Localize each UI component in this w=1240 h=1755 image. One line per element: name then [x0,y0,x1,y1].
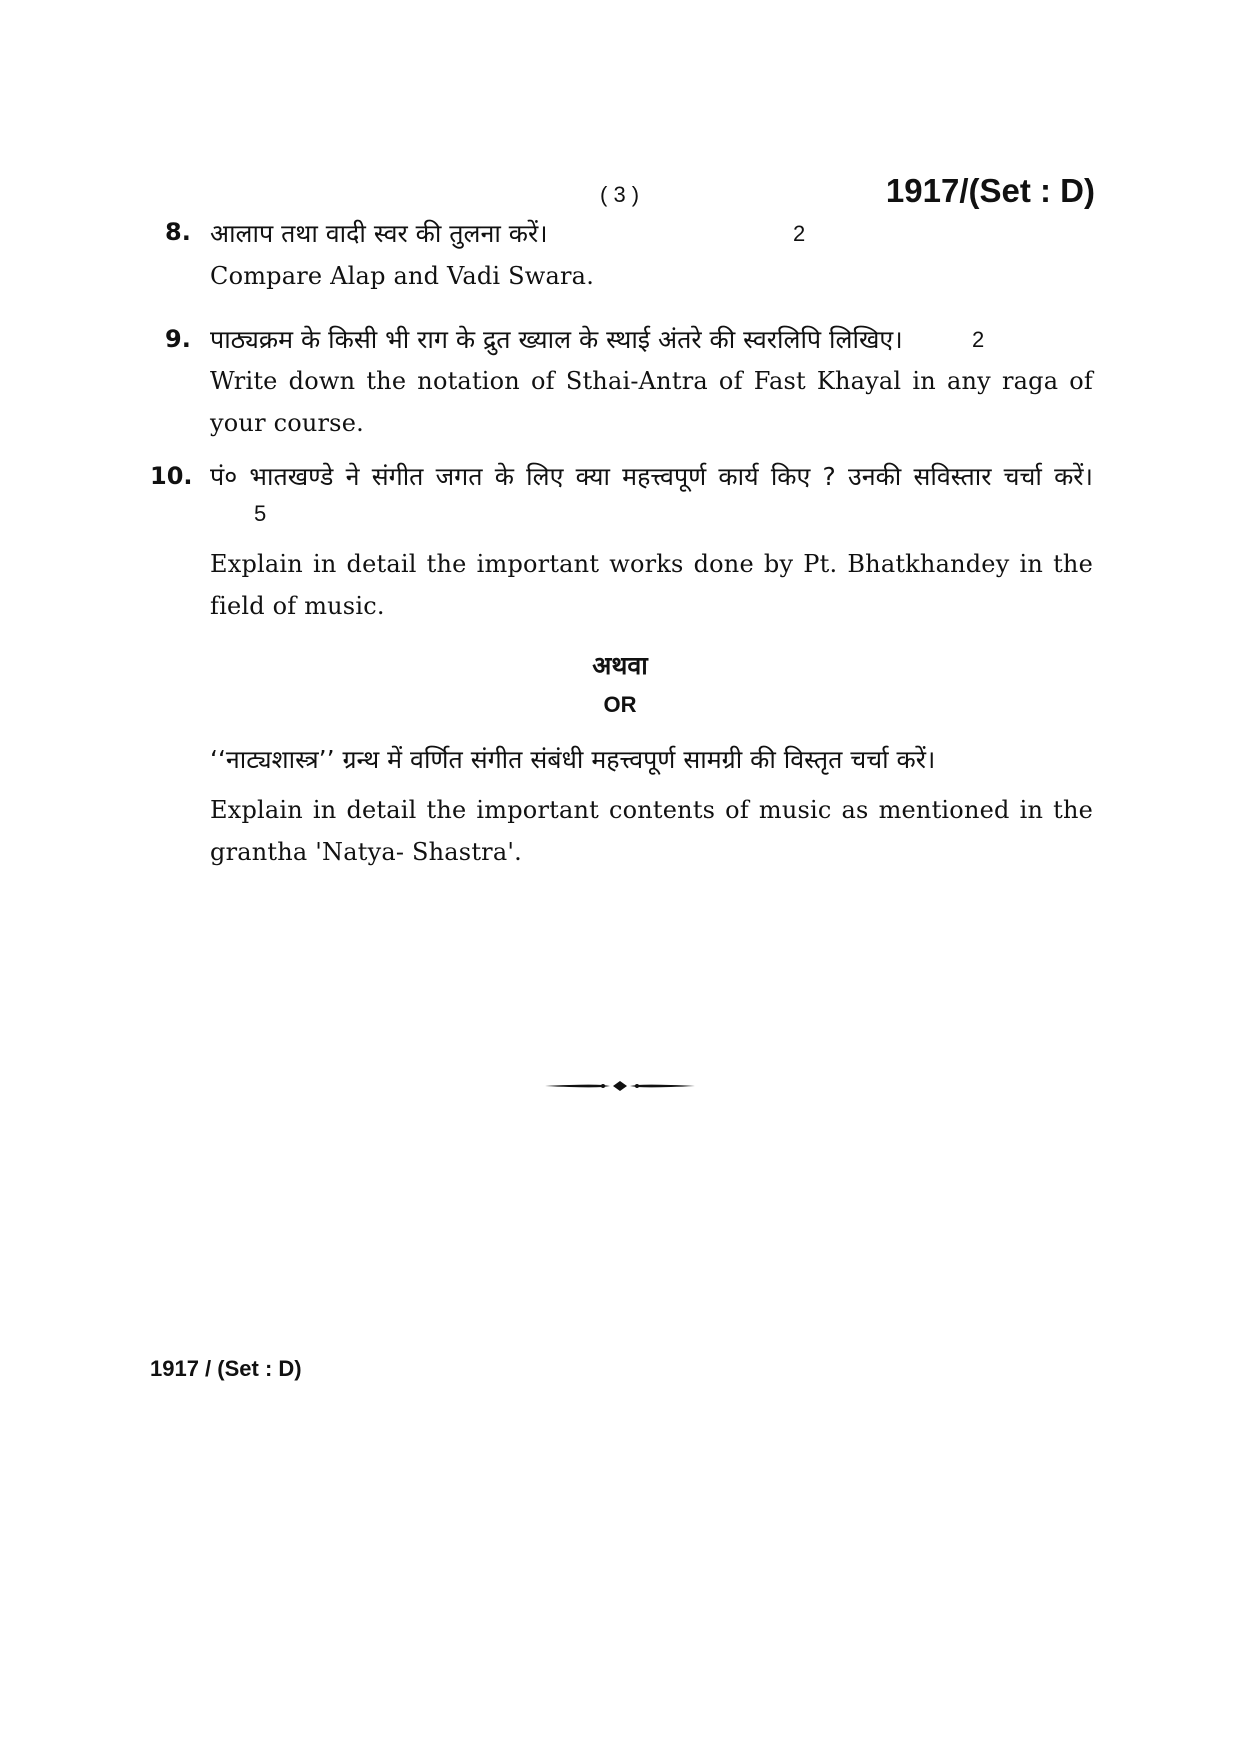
or-hindi: अथवा [592,651,648,680]
question-10-english-line-1: Explain in detail the important works done by Pt. Bhatkhandey in the [210,550,1093,578]
question-8-english: Compare Alap and Vadi Swara. [210,262,595,290]
question-10-marks: 5 [254,501,267,526]
question-9-english-line-1: Write down the notation of Sthai-Antra of Fast Khayal in any raga of [210,367,1093,395]
question-9-number: 9. [165,325,191,353]
alternative-hindi: ‘‘नाट्यशास्त्र’’ ग्रन्थ में वर्णित संगीत संबंधी महत्त्वपूर्ण सामग्री की विस्तृत चर्चा करें। [210,745,936,774]
paper-code-footer: 1917 / (Set : D) [150,1356,302,1381]
question-9-english-line-2: your course. [210,409,364,437]
question-8-number: 8. [165,218,191,246]
question-8-marks: 2 [793,221,806,246]
alternative-english-line-1: Explain in detail the important contents of music as mentioned in the [210,796,1093,824]
question-8-hindi: आलाप तथा वादी स्वर की तुलना करें। [210,219,548,248]
question-10-hindi: पं० भातखण्डे ने संगीत जगत के लिए क्या महत्त्वपूर्ण कार्य किए ? उनकी सविस्तार चर्चा करें। [210,462,1093,491]
question-9-marks: 2 [972,327,985,352]
or-english: OR [603,692,637,717]
paper-code-header: 1917/(Set : D) [885,172,1095,209]
question-10-english-line-2: field of music. [210,592,385,620]
question-10-number: 10. [150,462,193,490]
end-ornament-icon [545,1078,695,1094]
page-number: ( 3 ) [600,182,640,207]
question-9-hindi: पाठ्यक्रम के किसी भी राग के द्रुत ख्याल के स्थाई अंतरे की स्वरलिपि लिखिए। [210,325,903,354]
alternative-english-line-2: grantha 'Natya- Shastra'. [210,838,522,866]
